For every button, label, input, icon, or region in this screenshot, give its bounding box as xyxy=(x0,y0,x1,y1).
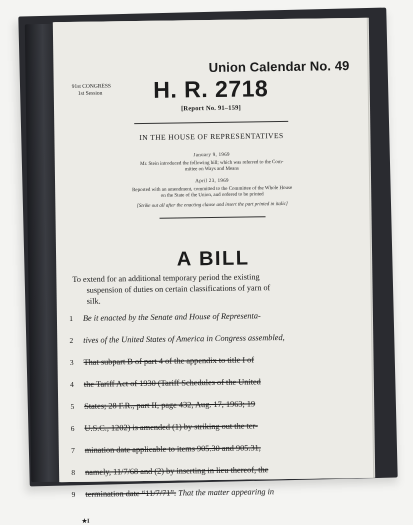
bill-text-line xyxy=(65,480,365,506)
strike-out-note: [Strike out all after the enacting clause and insert the part printed in italic] xyxy=(136,201,288,210)
line-segment: termination date “11/7/71”. xyxy=(85,488,177,499)
reported-line-2: on the State of the Union, and ordered to be printed xyxy=(160,192,264,199)
introduction-line-2: mittee on Ways and Means xyxy=(184,166,239,173)
bill-heading: A BILL xyxy=(176,247,250,271)
line-segment: tives of the United States of America in Congress assembled, xyxy=(83,333,285,345)
divider xyxy=(134,121,288,124)
report-number: [Report No. 91–159] xyxy=(180,104,242,113)
introduction-line-1: Mr. Stein introduced the following bill; which was referred to the Com- xyxy=(140,160,284,168)
line-segment: mination date applicable to items 905.30 and 905.31, xyxy=(84,443,261,455)
line-number: 2 xyxy=(69,335,74,346)
introduced-date: January 9, 1969 xyxy=(193,152,230,159)
line-number: 3 xyxy=(69,357,74,368)
line-segment: U.S.C., 1202) is amended (1) by striking out the ter- xyxy=(84,421,258,433)
session-label: 1st Session xyxy=(77,90,103,97)
line-segment: States; 28 F.R., part II, page 432, Aug. 17, 1963; 19 xyxy=(84,399,256,411)
bill-text-lines xyxy=(63,304,366,506)
line-text xyxy=(85,459,269,484)
line-number: 6 xyxy=(70,423,75,434)
bill-page xyxy=(53,18,373,525)
line-text xyxy=(85,437,261,461)
line-segment: Be it enacted by the Senate and House of Representa- xyxy=(82,311,261,323)
union-calendar-number: Union Calendar No. 49 xyxy=(208,58,350,76)
line-segment: That the matter appearing in xyxy=(176,487,275,498)
line-segment: the Tariff Act of 1930 (Tariff Schedules of the United xyxy=(83,377,261,389)
line-text xyxy=(85,481,274,506)
line-number: 8 xyxy=(71,467,76,477)
purpose-line: To extend for an additional temporary period the existing xyxy=(72,272,260,284)
purpose-line: silk. xyxy=(86,296,101,306)
line-number: 7 xyxy=(70,445,75,456)
congress-number: 91st CONGRESS xyxy=(71,83,112,90)
print-mark: ★I xyxy=(81,518,90,525)
divider xyxy=(160,216,266,218)
reported-date: April 23, 1969 xyxy=(195,178,229,185)
line-number: 1 xyxy=(69,313,74,324)
line-text xyxy=(83,327,285,352)
reported-line-1: Reported with an amendment, committed to the Committee of the Whole House xyxy=(132,185,293,194)
bill-purpose xyxy=(72,270,340,307)
line-text xyxy=(84,415,258,439)
bill-number: H. R. 2718 xyxy=(153,75,269,103)
line-number: 9 xyxy=(71,489,76,499)
line-segment: namely, 11/7/68 and (2) by inserting in lieu thereof, the xyxy=(85,465,269,477)
line-segment: That subpart B of part 4 of the appendix to title I of xyxy=(83,355,255,367)
line-text xyxy=(83,349,254,373)
line-number: 5 xyxy=(70,401,75,412)
purpose-line: suspension of duties on certain classifications of yarn of xyxy=(86,283,271,295)
line-text xyxy=(83,305,261,329)
line-text xyxy=(84,371,261,395)
line-text xyxy=(84,393,255,417)
line-number: 4 xyxy=(70,379,74,390)
house-heading: IN THE HOUSE OF REPRESENTATIVES xyxy=(139,131,284,143)
